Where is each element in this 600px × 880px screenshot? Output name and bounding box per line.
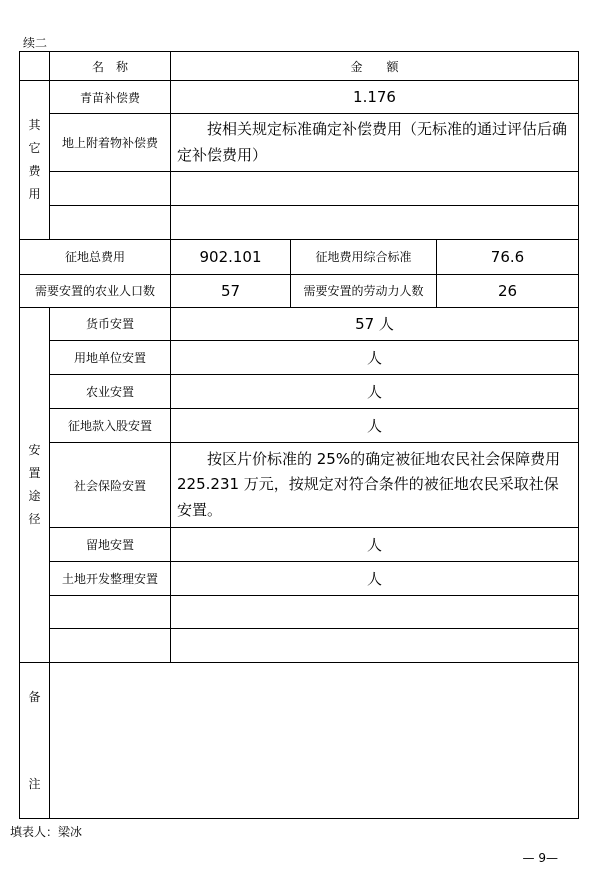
row-amount: 按区片价标准的 25%的确定被征地农民社会保障费用 225.231 万元，按规定对符合条件的被征地农民采取社保安置。 [171, 442, 579, 527]
table-row [20, 81, 579, 114]
row-name: 用地单位安置 [50, 340, 171, 374]
total-cost-label: 征地总费用 [20, 240, 171, 274]
totals-row [20, 240, 579, 274]
resettlement-group-label: 安 置 途 径 [20, 307, 50, 663]
table-row [20, 442, 579, 527]
row-name [50, 206, 171, 240]
table-row [20, 408, 579, 442]
row-name: 货币安置 [50, 307, 171, 340]
land-acquisition-form-table [19, 51, 579, 819]
header-amount: 金 额 [171, 52, 579, 81]
continuation-caption: 续二 [23, 36, 48, 50]
row-amount: 人 [171, 562, 579, 596]
agri-population-value: 57 [171, 274, 291, 307]
remarks-row [20, 663, 579, 819]
row-name: 社会保险安置 [50, 442, 171, 527]
row-amount [171, 629, 579, 663]
table-row [20, 629, 579, 663]
row-name: 青苗补偿费 [50, 81, 171, 114]
row-amount [171, 206, 579, 240]
row-amount: 按相关规定标准确定补偿费用（无标准的通过评估后确定补偿费用） [171, 114, 579, 172]
table-row [20, 206, 579, 240]
remarks-content [50, 663, 579, 819]
row-amount [171, 172, 579, 206]
table-row [20, 307, 579, 340]
row-amount: 57 人 [171, 307, 579, 340]
row-amount: 人 [171, 374, 579, 408]
table-row [20, 528, 579, 562]
table-row [20, 374, 579, 408]
total-cost-value: 902.101 [171, 240, 291, 274]
filler-name: 填表人：梁冰 [10, 825, 83, 839]
population-row [20, 274, 579, 307]
table-row [20, 114, 579, 172]
row-amount: 人 [171, 408, 579, 442]
row-name [50, 596, 171, 629]
other-fees-group-label: 其 它 费 用 [20, 81, 50, 240]
row-amount: 人 [171, 340, 579, 374]
header-blank-cell [20, 52, 50, 81]
standard-value: 76.6 [437, 240, 579, 274]
row-name: 农业安置 [50, 374, 171, 408]
table-row [20, 172, 579, 206]
standard-label: 征地费用综合标准 [291, 240, 437, 274]
header-row [20, 52, 579, 81]
table-row [20, 340, 579, 374]
page-number: — 9— [522, 851, 558, 865]
table-row [20, 562, 579, 596]
row-name: 留地安置 [50, 528, 171, 562]
labor-count-label: 需要安置的劳动力人数 [291, 274, 437, 307]
row-name: 土地开发整理安置 [50, 562, 171, 596]
row-amount: 人 [171, 528, 579, 562]
row-amount: 1.176 [171, 81, 579, 114]
remarks-label: 备 注 [20, 663, 50, 819]
header-name: 名 称 [50, 52, 171, 81]
row-name [50, 629, 171, 663]
table-row [20, 596, 579, 629]
labor-count-value: 26 [437, 274, 579, 307]
agri-population-label: 需要安置的农业人口数 [20, 274, 171, 307]
row-name: 地上附着物补偿费 [50, 114, 171, 172]
row-amount [171, 596, 579, 629]
row-name: 征地款入股安置 [50, 408, 171, 442]
row-name [50, 172, 171, 206]
